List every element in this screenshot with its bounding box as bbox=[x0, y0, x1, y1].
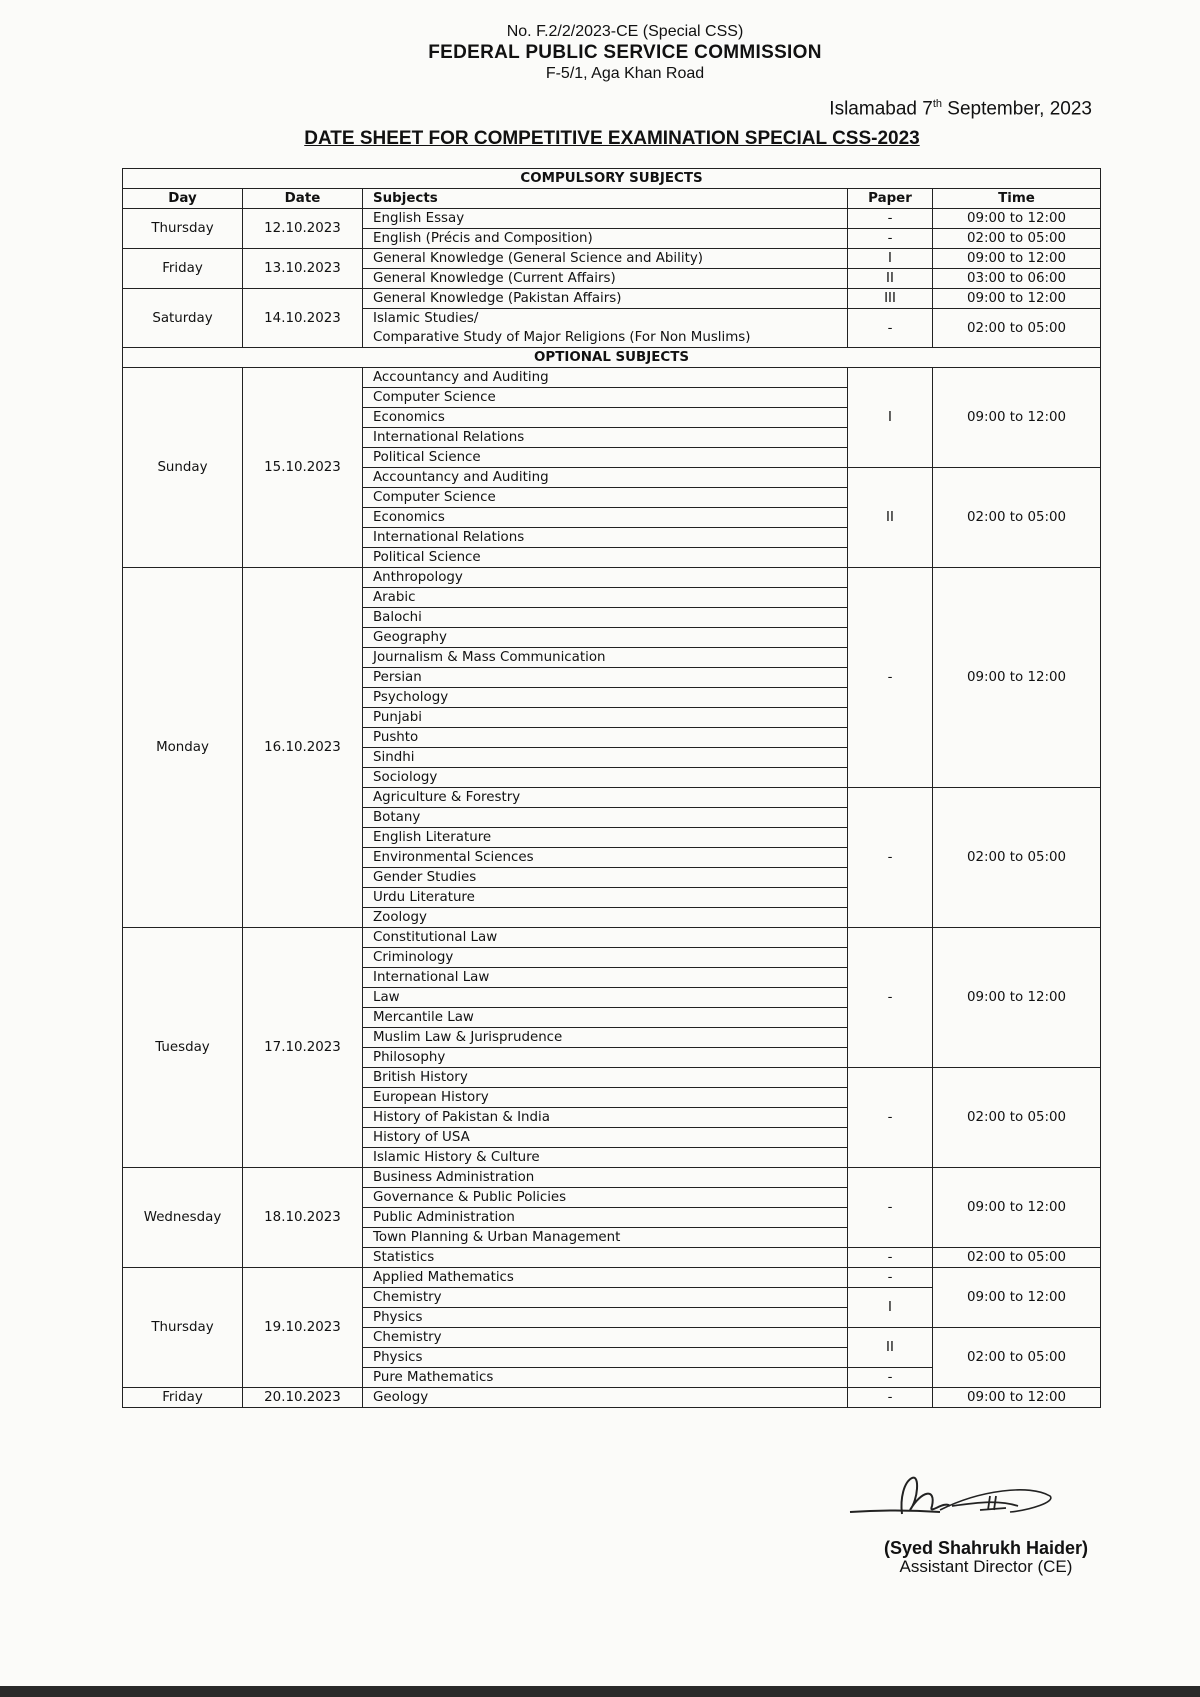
signatory-designation: Assistant Director (CE) bbox=[899, 1557, 1073, 1576]
table-row bbox=[123, 568, 1101, 588]
scan-edge bbox=[0, 1686, 1200, 1697]
paper-cell: - bbox=[848, 209, 933, 229]
paper-cell: - bbox=[848, 1168, 933, 1248]
subject-cell: Law bbox=[363, 988, 848, 1008]
paper-cell: - bbox=[848, 1248, 933, 1268]
header-paper: Paper bbox=[848, 189, 933, 209]
subject-cell: Persian bbox=[363, 668, 848, 688]
place-text: Islamabad 7 bbox=[829, 98, 933, 120]
subject-cell bbox=[363, 309, 848, 348]
subject-cell: Islamic History & Culture bbox=[363, 1148, 848, 1168]
subject-cell: Anthropology bbox=[363, 568, 848, 588]
subject-cell: Environmental Sciences bbox=[363, 848, 848, 868]
subject-cell: Computer Science bbox=[363, 388, 848, 408]
paper-cell: I bbox=[848, 368, 933, 468]
date-cell: 17.10.2023 bbox=[243, 928, 363, 1168]
header-date: Date bbox=[243, 189, 363, 209]
day-cell: Sunday bbox=[123, 368, 243, 568]
subject-cell: Economics bbox=[363, 508, 848, 528]
subject-cell: Statistics bbox=[363, 1248, 848, 1268]
subject-cell: Mercantile Law bbox=[363, 1008, 848, 1028]
paper-cell: - bbox=[848, 229, 933, 249]
subject-cell: Pure Mathematics bbox=[363, 1368, 848, 1388]
section-header-compulsory: COMPULSORY SUBJECTS bbox=[123, 169, 1101, 189]
subject-cell: Accountancy and Auditing bbox=[363, 468, 848, 488]
subject-cell: Muslim Law & Jurisprudence bbox=[363, 1028, 848, 1048]
table-row bbox=[123, 289, 1101, 309]
table-row bbox=[123, 368, 1101, 388]
time-cell: 09:00 to 12:00 bbox=[933, 928, 1101, 1068]
table-row bbox=[123, 1168, 1101, 1188]
paper-cell: II bbox=[848, 1328, 933, 1368]
subject-cell: Journalism & Mass Communication bbox=[363, 648, 848, 668]
day-cell: Monday bbox=[123, 568, 243, 928]
subject-cell: Physics bbox=[363, 1308, 848, 1328]
date-cell: 13.10.2023 bbox=[243, 249, 363, 289]
subject-cell: Political Science bbox=[363, 448, 848, 468]
date-cell: 12.10.2023 bbox=[243, 209, 363, 249]
document-header bbox=[0, 22, 1200, 84]
subject-cell: English (Précis and Composition) bbox=[363, 229, 848, 249]
table-row bbox=[123, 1388, 1101, 1408]
paper-cell: - bbox=[848, 1388, 933, 1408]
time-cell: 09:00 to 12:00 bbox=[933, 568, 1101, 788]
day-cell: Friday bbox=[123, 249, 243, 289]
time-cell: 09:00 to 12:00 bbox=[933, 1168, 1101, 1248]
paper-cell: - bbox=[848, 1268, 933, 1288]
subject-line: Islamic Studies/ bbox=[373, 311, 479, 326]
place-and-date bbox=[829, 98, 1092, 120]
time-cell: 09:00 to 12:00 bbox=[933, 1268, 1101, 1328]
date-cell: 15.10.2023 bbox=[243, 368, 363, 568]
subject-cell: Public Administration bbox=[363, 1208, 848, 1228]
organization-name: FEDERAL PUBLIC SERVICE COMMISSION bbox=[428, 42, 822, 63]
paper-cell: - bbox=[848, 309, 933, 348]
subject-cell: Political Science bbox=[363, 548, 848, 568]
table-row bbox=[123, 928, 1101, 948]
subject-cell: History of USA bbox=[363, 1128, 848, 1148]
time-cell: 02:00 to 05:00 bbox=[933, 309, 1101, 348]
time-cell: 02:00 to 05:00 bbox=[933, 1248, 1101, 1268]
time-cell: 09:00 to 12:00 bbox=[933, 368, 1101, 468]
subject-line: Comparative Study of Major Religions (For Non Muslims) bbox=[373, 330, 751, 345]
time-cell: 02:00 to 05:00 bbox=[933, 1328, 1101, 1388]
date-text: September, 2023 bbox=[942, 98, 1092, 120]
organization-address: F-5/1, Aga Khan Road bbox=[545, 65, 705, 82]
subject-cell: Philosophy bbox=[363, 1048, 848, 1068]
subject-cell: General Knowledge (General Science and Ability) bbox=[363, 249, 848, 269]
subject-cell: Chemistry bbox=[363, 1328, 848, 1348]
paper-cell: II bbox=[848, 269, 933, 289]
paper-cell: III bbox=[848, 289, 933, 309]
subject-cell: Botany bbox=[363, 808, 848, 828]
day-cell: Tuesday bbox=[123, 928, 243, 1168]
day-cell: Friday bbox=[123, 1388, 243, 1408]
subject-cell: Zoology bbox=[363, 908, 848, 928]
subject-cell: Applied Mathematics bbox=[363, 1268, 848, 1288]
subject-cell: English Essay bbox=[363, 209, 848, 229]
paper-cell: I bbox=[848, 1288, 933, 1328]
subject-cell: History of Pakistan & India bbox=[363, 1108, 848, 1128]
subject-cell: Gender Studies bbox=[363, 868, 848, 888]
paper-cell: - bbox=[848, 928, 933, 1068]
date-cell: 14.10.2023 bbox=[243, 289, 363, 348]
signature-block bbox=[884, 1468, 1088, 1576]
paper-cell: - bbox=[848, 1068, 933, 1168]
subject-cell: British History bbox=[363, 1068, 848, 1088]
subject-cell: General Knowledge (Pakistan Affairs) bbox=[363, 289, 848, 309]
subject-cell: Sindhi bbox=[363, 748, 848, 768]
signatory-name: (Syed Shahrukh Haider) bbox=[883, 1538, 1088, 1558]
time-cell: 02:00 to 05:00 bbox=[933, 788, 1101, 928]
time-cell: 02:00 to 05:00 bbox=[933, 468, 1101, 568]
subject-cell: Psychology bbox=[363, 688, 848, 708]
paper-cell: II bbox=[848, 468, 933, 568]
reference-number: No. F.2/2/2023-CE (Special CSS) bbox=[506, 23, 744, 40]
subject-cell: Balochi bbox=[363, 608, 848, 628]
time-cell: 09:00 to 12:00 bbox=[933, 1388, 1101, 1408]
subject-cell: International Law bbox=[363, 968, 848, 988]
subject-cell: Accountancy and Auditing bbox=[363, 368, 848, 388]
table-row bbox=[123, 209, 1101, 229]
column-headers bbox=[123, 189, 1101, 209]
subject-cell: Business Administration bbox=[363, 1168, 848, 1188]
subject-cell: Geology bbox=[363, 1388, 848, 1408]
subject-cell: Punjabi bbox=[363, 708, 848, 728]
subject-cell: English Literature bbox=[363, 828, 848, 848]
subject-cell: Chemistry bbox=[363, 1288, 848, 1308]
subject-cell: Constitutional Law bbox=[363, 928, 848, 948]
subject-cell: Pushto bbox=[363, 728, 848, 748]
subject-cell: Agriculture & Forestry bbox=[363, 788, 848, 808]
date-cell: 18.10.2023 bbox=[243, 1168, 363, 1268]
subject-cell: Town Planning & Urban Management bbox=[363, 1228, 848, 1248]
subject-cell: Computer Science bbox=[363, 488, 848, 508]
subject-cell: Physics bbox=[363, 1348, 848, 1368]
page-title: DATE SHEET FOR COMPETITIVE EXAMINATION SPECIAL CSS-2023 bbox=[304, 128, 920, 149]
section-header-optional: OPTIONAL SUBJECTS bbox=[123, 348, 1101, 368]
day-cell: Thursday bbox=[123, 209, 243, 249]
date-cell: 20.10.2023 bbox=[243, 1388, 363, 1408]
day-cell: Thursday bbox=[123, 1268, 243, 1388]
subject-cell: Geography bbox=[363, 628, 848, 648]
date-superscript: th bbox=[932, 98, 942, 110]
time-cell: 02:00 to 05:00 bbox=[933, 229, 1101, 249]
paper-cell: - bbox=[848, 568, 933, 788]
table-row bbox=[123, 249, 1101, 269]
time-cell: 09:00 to 12:00 bbox=[933, 289, 1101, 309]
subject-cell: Arabic bbox=[363, 588, 848, 608]
subject-cell: General Knowledge (Current Affairs) bbox=[363, 269, 848, 289]
header-day: Day bbox=[123, 189, 243, 209]
time-cell: 03:00 to 06:00 bbox=[933, 269, 1101, 289]
paper-cell: - bbox=[848, 1368, 933, 1388]
subject-cell: Criminology bbox=[363, 948, 848, 968]
day-cell: Saturday bbox=[123, 289, 243, 348]
subject-cell: European History bbox=[363, 1088, 848, 1108]
header-time: Time bbox=[933, 189, 1101, 209]
subject-cell: International Relations bbox=[363, 428, 848, 448]
paper-cell: - bbox=[848, 788, 933, 928]
date-sheet-table bbox=[122, 168, 1101, 1408]
subject-cell: Governance & Public Policies bbox=[363, 1188, 848, 1208]
header-subjects: Subjects bbox=[363, 189, 848, 209]
time-cell: 09:00 to 12:00 bbox=[933, 209, 1101, 229]
subject-cell: Sociology bbox=[363, 768, 848, 788]
paper-cell: I bbox=[848, 249, 933, 269]
time-cell: 09:00 to 12:00 bbox=[933, 249, 1101, 269]
date-cell: 19.10.2023 bbox=[243, 1268, 363, 1388]
table-row bbox=[123, 1268, 1101, 1288]
day-cell: Wednesday bbox=[123, 1168, 243, 1268]
subject-cell: Economics bbox=[363, 408, 848, 428]
date-cell: 16.10.2023 bbox=[243, 568, 363, 928]
subject-cell: International Relations bbox=[363, 528, 848, 548]
time-cell: 02:00 to 05:00 bbox=[933, 1068, 1101, 1168]
subject-cell: Urdu Literature bbox=[363, 888, 848, 908]
